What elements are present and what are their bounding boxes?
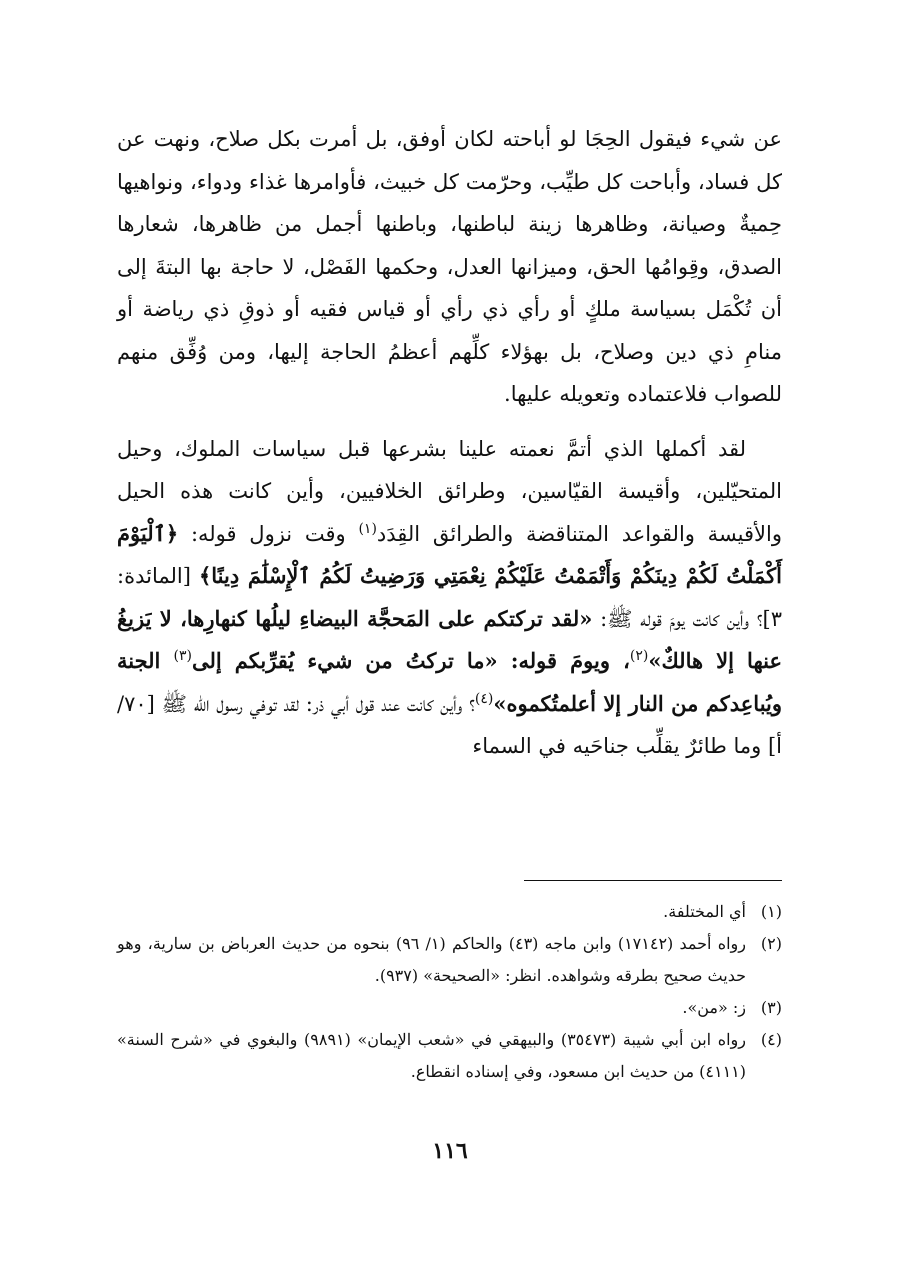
paragraph-1: عن شيء فيقول الحِجَا لو أباحته لكان أوفق، بل أمرت بكل صلاح، ونهت عن كل فساد، وأباحت كل طيِّب، وحرّمت كل خبيث، فأوامرها غذاء ودواء، ونواهيها حِميةٌ وصيانة، وظاهرها زينة لباطنها، وباطنها أجمل من ظاهرها، شعارها الصدق، وقِوامُها الحق، وميزانها العدل، وحكمها الفَصْل، لا حاجة بها البتةَ إلى أن تُكْمَل بسياسة ملكٍ أو رأي ذي رأي أو قياس فقيه أو ذوقِ ذي رياضة أو منامِ ذي دين وصلاح، بل بهؤلاء كلِّهم أعظمُ الحاجة إليها، ومن وُفِّق منهم للصواب فلاعتماده وتعويله عليها. bbox=[117, 127, 782, 406]
footnote-2 bbox=[117, 928, 782, 992]
footnote-number: (٢) bbox=[760, 934, 782, 953]
main-text bbox=[117, 118, 782, 768]
footnote-number: (١) bbox=[760, 902, 782, 921]
footnote-text: رواه ابن أبي شيبة (٣٥٤٧٣) والبيهقي في «شعب الإيمان» (٩٨٩١) والبغوي في «شرح السنة» (٤١١١) من حديث ابن مسعود، وفي إسناده انقطاع. bbox=[117, 1030, 747, 1081]
footnote-4 bbox=[117, 1024, 782, 1088]
footnote-1 bbox=[117, 896, 782, 928]
paragraph-2-text-b: وقت نزول قوله: bbox=[178, 521, 359, 546]
footnote-ref-3: (٣) bbox=[173, 648, 192, 664]
footnotes bbox=[117, 896, 782, 1088]
footnote-3 bbox=[117, 992, 782, 1024]
footnote-text: رواه أحمد (١٧١٤٢) وابن ماجه (٤٣) والحاكم (١/ ٩٦) بنحوه من حديث العرباض بن سارية، وهو حديث صحيح بطرقه وشواهده. انظر: «الصحيحة» (٩٣٧). bbox=[117, 934, 746, 985]
hadith-quote-2: الجنة ويُباعِدكم من النار إلا أعلمتُكموه» bbox=[117, 648, 783, 716]
footnote-number: (٣) bbox=[760, 998, 782, 1017]
page-number: ١١٦ bbox=[432, 1138, 468, 1164]
paragraph-2-text-e: ؟ وأين كانت عند قول أبي ذر: لقد توفي رسول الله ﷺ [٧٠/أ] وما طائرٌ يقلِّب جناحَيه في السماء bbox=[117, 691, 782, 758]
footnote-text: ز: «من». bbox=[682, 998, 746, 1017]
hadith-quote-1: «لقد تركتكم على المَحجَّة البيضاءِ ليلُها كنهارِها، لا يَزيغُ عنها إلا هالكٌ» bbox=[117, 605, 782, 673]
footnote-ref-2: (٢) bbox=[629, 648, 649, 664]
paragraph-2-text-d: ، ويومَ قوله: «ما تركتُ من شيء يُقرِّبكم إلى bbox=[191, 648, 630, 673]
footnote-separator bbox=[524, 880, 782, 881]
paragraph-2-text-c: [المائدة: ٣]؟ وأين كانت يومَ قوله ﷺ: bbox=[117, 564, 782, 631]
paragraph-2 bbox=[117, 428, 782, 768]
footnote-text: أي المختلفة. bbox=[663, 902, 746, 921]
footnote-ref-1: (١) bbox=[358, 520, 377, 537]
footnote-ref-4: (٤) bbox=[474, 690, 494, 707]
footnote-number: (٤) bbox=[760, 1030, 782, 1049]
paragraph-2-text-a: لقد أكملها الذي أتمَّ نعمته علينا بشرعها قبل سياسات الملوك، وحيل المتحيّلين، وأقيسة القيّاسين، وطرائق الخلافيين، وأين كانت هذه الحيل والأقيسة والقواعد المتناقضة والطرائق القِدَد bbox=[117, 436, 782, 546]
quran-verse: ﴿ٱلْيَوْمَ أَكْمَلْتُ لَكُمْ دِينَكُمْ وَأَتْمَمْتُ عَلَيْكُمْ نِعْمَتِي وَرَضِيتُ لَكُمُ ٱلْإِسْلَٰمَ دِينًا﴾ bbox=[117, 520, 782, 588]
